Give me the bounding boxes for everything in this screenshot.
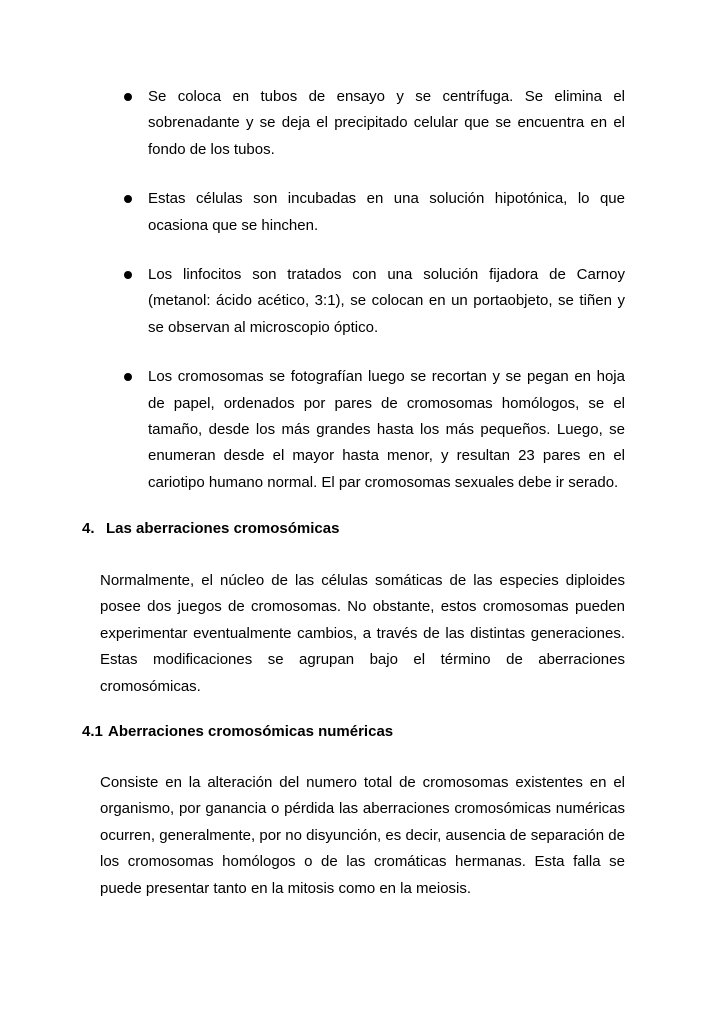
- list-item: [0, 84, 728, 163]
- bullet-icon: [124, 373, 132, 381]
- section-4-1-paragraph: Consiste en la alteración del numero total de cromosomas existentes en el organismo, por ganancia o pérdida las aberraciones cromosómicas numéricas ocurren, generalmente, por no disyunción, es decir, ausencia de separación de los cromosomas homólogos o de las cromáticas hermanas. Esta falla se puede presentar tanto en la mitosis como en la meiosis.: [100, 774, 625, 897]
- section-4-1-heading: [82, 721, 393, 743]
- list-item: [0, 262, 728, 341]
- section-4-number: 4.: [82, 520, 95, 537]
- bullet-text: Se coloca en tubos de ensayo y se centrífuga. Se elimina el sobrenadante y se deja el precipitado celular que se encuentra en el fondo de los tubos.: [148, 88, 625, 158]
- procedure-bullet-list: [0, 84, 728, 519]
- bullet-icon: [124, 271, 132, 279]
- section-4-paragraph: Normalmente, el núcleo de las células somáticas de las especies diploides posee dos juegos de cromosomas. No obstante, estos cromosomas pueden experimentar eventualmente cambios, a través de las distintas generaciones. Estas modificaciones se agrupan bajo el término de aberraciones cromosómicas.: [100, 572, 625, 695]
- bullet-text: Los linfocitos son tratados con una solución fijadora de Carnoy (metanol: ácido acético, 3:1), se colocan en un portaobjeto, se tiñen y se observan al microscopio óptico.: [148, 266, 625, 336]
- section-4-heading: [82, 518, 339, 540]
- section-4-1-number: 4.1: [82, 723, 103, 740]
- section-4-title: Las aberraciones cromosómicas: [106, 520, 340, 537]
- list-item: [0, 186, 728, 239]
- bullet-icon: [124, 93, 132, 101]
- bullet-text: Los cromosomas se fotografían luego se recortan y se pegan en hoja de papel, ordenados por pares de cromosomas homólogos, se el tamaño, desde los más grandes hasta los más pequeños. Luego, se enumeran desde el mayor hasta menor, y resultan 23 pares en el cariotipo humano normal. El par cromosomas sexuales debe ir serado.: [148, 368, 625, 491]
- bullet-icon: [124, 195, 132, 203]
- section-4-1-title: Aberraciones cromosómicas numéricas: [108, 723, 394, 740]
- bullet-text: Estas células son incubadas en una solución hipotónica, lo que ocasiona que se hinchen.: [148, 190, 625, 234]
- list-item: [0, 364, 728, 496]
